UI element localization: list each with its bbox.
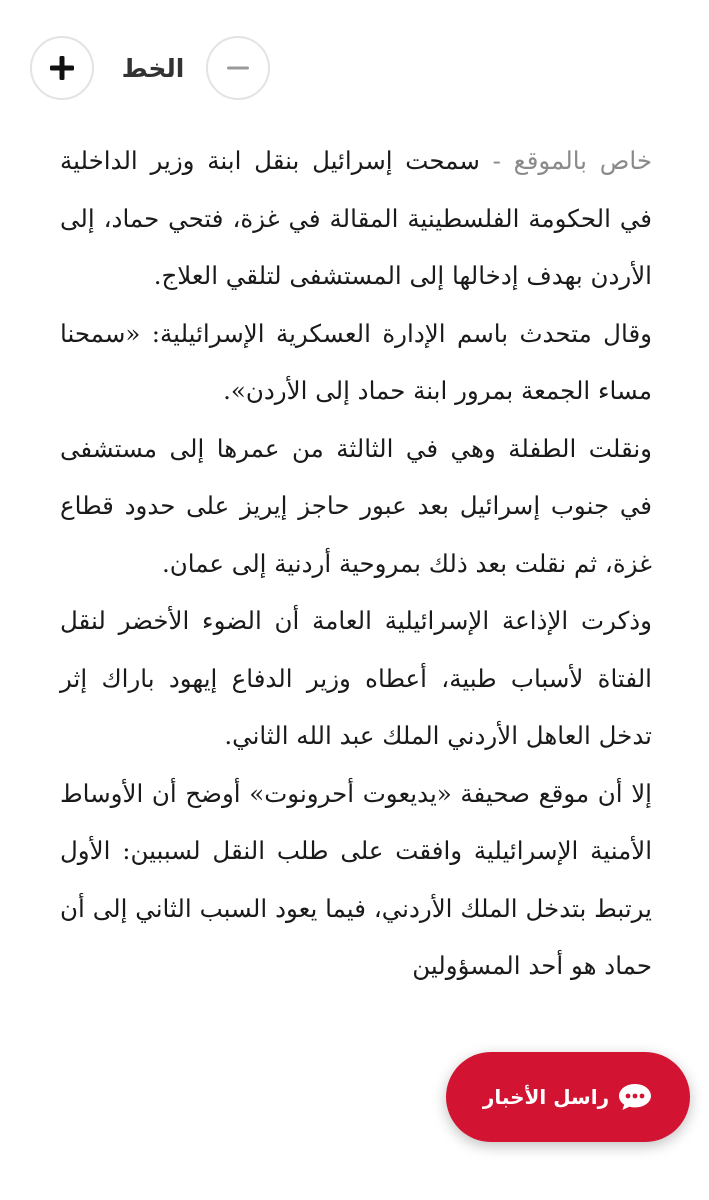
paragraph-text: سمحت إسرائيل بنقل ابنة وزير الداخلية في الحكومة الفلسطينية المقالة في غزة، فتحي حماد، إلى الأردن بهدف إدخالها إلى المستشفى لتلقي العلاج.	[60, 146, 652, 290]
article-paragraph: ونقلت الطفلة وهي في الثالثة من عمرها إلى مستشفى في جنوب إسرائيل بعد عبور حاجز إيريز على حدود قطاع غزة، ثم نقلت بعد ذلك بمروحية أردنية إلى عمان.	[60, 433, 652, 578]
contact-news-button[interactable]	[446, 1052, 690, 1142]
article-paragraph: وقال متحدث باسم الإدارة العسكرية الإسرائيلية: «سمحنا مساء الجمعة بمرور ابنة حماد إلى الأردن».	[60, 318, 652, 405]
article-body	[60, 132, 652, 995]
font-size-label: الخط	[121, 54, 185, 83]
minus-icon	[225, 55, 251, 81]
article-paragraph: وذكرت الإذاعة الإسرائيلية العامة أن الضوء الأخضر لنقل الفتاة لأسباب طبية، أعطاه وزير الدفاع إيهود باراك إثر تدخل العاهل الأردني الملك عبد الله الثاني.	[60, 606, 652, 750]
source-separator: -	[479, 146, 514, 175]
contact-news-label: راسل الأخبار	[482, 1085, 610, 1109]
font-size-controls	[28, 36, 278, 106]
article-source: خاص بالموقع	[513, 146, 652, 175]
plus-icon	[48, 54, 76, 82]
decrease-font-button[interactable]	[206, 36, 270, 100]
article-paragraph	[60, 132, 652, 305]
chat-bubble-icon	[617, 1082, 653, 1112]
article-paragraph: إلا أن موقع صحيفة «يديعوت أحرونوت» أوضح أن الأوساط الأمنية الإسرائيلية وافقت على طلب النقل لسببين: الأول يرتبط بتدخل الملك الأردني، فيما يعود السبب الثاني إلى أن حماد هو أحد المسؤولين	[60, 778, 652, 980]
increase-font-button[interactable]	[30, 36, 94, 100]
